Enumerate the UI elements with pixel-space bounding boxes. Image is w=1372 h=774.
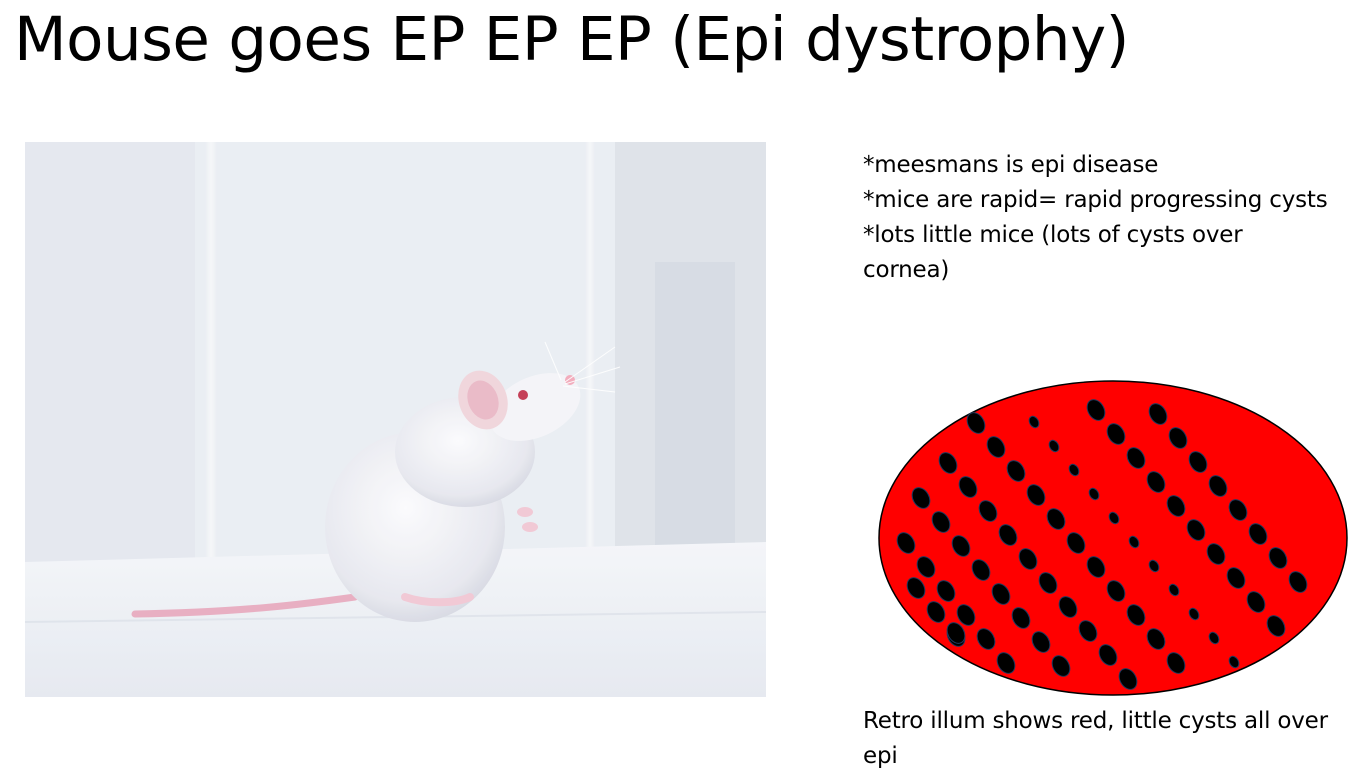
- white-lab-mouse-photo: [25, 142, 766, 697]
- slide-title: Mouse goes EP EP EP (Epi dystrophy): [14, 4, 1129, 75]
- note-line-3: *lots little mice (lots of cysts over cornea): [863, 222, 1243, 283]
- note-line-2: *mice are rapid= rapid progressing cysts: [863, 187, 1328, 213]
- cornea-cysts-diagram: [876, 378, 1350, 700]
- note-line-1: *meesmans is epi disease: [863, 152, 1159, 178]
- notes-text-block: [863, 148, 1333, 288]
- diagram-caption: Retro illum shows red, little cysts all over epi: [863, 708, 1328, 769]
